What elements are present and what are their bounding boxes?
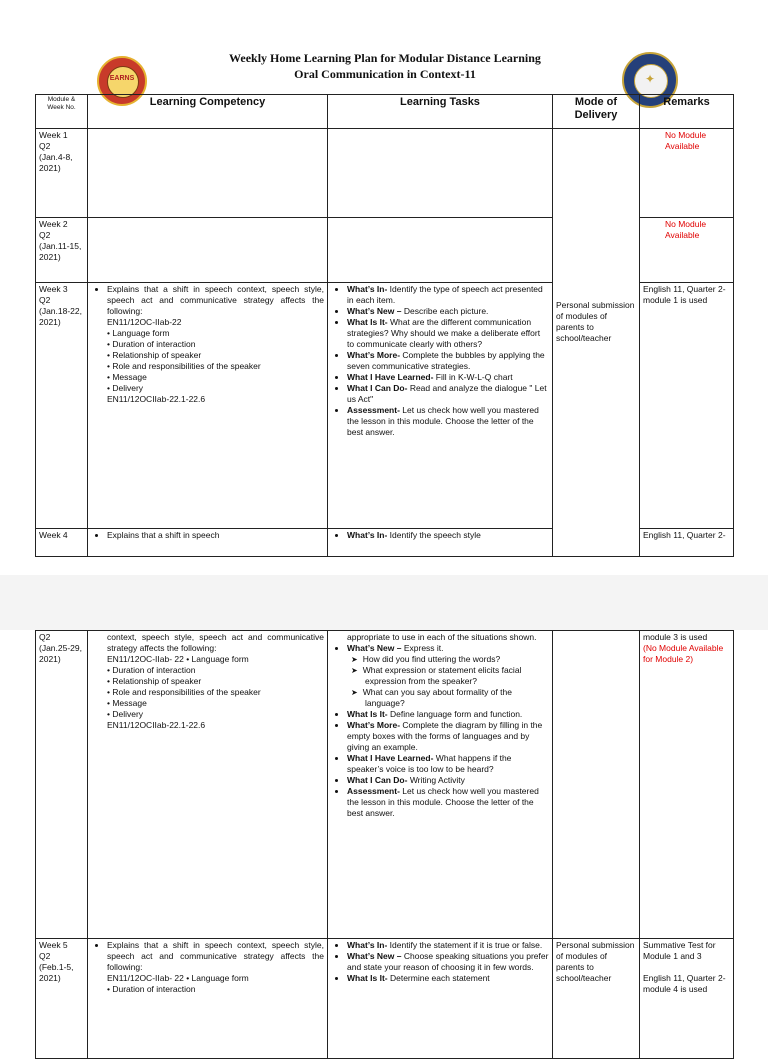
remarks-warning: (No Module Available for Module 2) xyxy=(643,643,724,664)
date-range: (Jan.4-8, 2021) xyxy=(39,152,73,173)
week1-competency xyxy=(88,129,328,218)
school-logo-text: EARNS xyxy=(109,75,135,82)
week4-cont-delivery xyxy=(553,631,640,939)
task-item: • What’s New – Express it. ➤ How did you find uttering the words? ➤ What expression or statement elicits facial expression from the speaker? ➤ What can you say about formality of the language? xyxy=(347,643,549,709)
week3-tasks xyxy=(328,283,553,529)
week2-tasks xyxy=(328,218,553,283)
document-title: Weekly Home Learning Plan for Modular Distance Learning xyxy=(229,51,541,65)
competency-intro: • Explains that a shift in speech xyxy=(107,530,324,541)
competency-item: • Duration of interaction xyxy=(107,984,196,994)
week-label: Week 5 xyxy=(39,940,68,950)
week5-remarks xyxy=(640,939,734,1059)
date-range: (Feb.1-5, 2021) xyxy=(39,962,74,983)
week-label: Week 1 xyxy=(39,130,68,140)
quarter-label: Q2 xyxy=(39,951,51,961)
col-header-delivery: Mode of Delivery xyxy=(553,95,640,129)
quarter-label: Q2 xyxy=(39,230,51,240)
quarter-label: Q2 xyxy=(39,632,51,642)
date-range: (Jan.25-29, 2021) xyxy=(39,643,82,664)
task-item: • What I Have Learned- What happens if the speaker’s voice is too low to be heard? xyxy=(347,753,549,775)
competency-item: • Role and responsibilities of the speaker xyxy=(107,687,261,697)
remarks-text: module 3 is used xyxy=(643,632,708,642)
week-label: Week 2 xyxy=(39,219,68,229)
week1-cell xyxy=(36,129,88,218)
competency-item: • Delivery xyxy=(107,383,144,393)
task-item: • What Is It- Define language form and function. xyxy=(347,709,549,720)
task-item: • What’s New – Describe each picture. xyxy=(347,306,549,317)
document-subtitle: Oral Communication in Context-11 xyxy=(294,67,476,81)
sub-question: ➤ How did you find uttering the words? xyxy=(365,654,549,665)
task-item: • What I Can Do- Writing Activity xyxy=(347,775,549,786)
week4-competency xyxy=(88,529,328,557)
task-item: • What I Can Do- Read and analyze the dialogue " Let us Act" xyxy=(347,383,549,405)
table-row-week1 xyxy=(36,129,734,218)
page-break xyxy=(0,575,768,630)
task-continuation: appropriate to use in each of the situations shown. xyxy=(347,632,537,642)
table-row-week4-cont xyxy=(36,631,734,939)
competency-code: EN11/12OC-IIab- 22 • Language form xyxy=(107,654,249,664)
col-header-module-week: Module & Week No. xyxy=(36,95,88,129)
competency-item: • Message xyxy=(107,698,147,708)
competency-item: • Role and responsibilities of the speaker xyxy=(107,361,261,371)
task-item: • Assessment- Let us check how well you mastered the lesson in this module. Choose the letter of the best answer. xyxy=(347,405,549,438)
task-item: • What’s In- Identify the type of speech act presented in each item. xyxy=(347,284,549,306)
quarter-label: Q2 xyxy=(39,141,51,151)
competency-code: EN11/12OC-IIab-22 xyxy=(107,317,182,327)
task-item: • What’s More- Complete the diagram by filling in the empty boxes with the forms of languages and by giving an example. xyxy=(347,720,549,753)
page-two xyxy=(0,630,768,1024)
week-label: Week 3 xyxy=(39,284,68,294)
week3-cell xyxy=(36,283,88,529)
task-item: • What’s More- Complete the bubbles by applying the seven communicative strategies. xyxy=(347,350,549,372)
competency-item: • Relationship of speaker xyxy=(107,350,202,360)
date-range: (Jan.18-22, 2021) xyxy=(39,306,82,327)
week5-competency xyxy=(88,939,328,1059)
remarks-text: English 11, Quarter 2-module 4 is used xyxy=(643,973,726,994)
week3-remarks: English 11, Quarter 2-module 1 is used xyxy=(640,283,734,529)
competency-item: • Message xyxy=(107,372,147,382)
col-header-competency: Learning Competency xyxy=(88,95,328,129)
quarter-label: Q2 xyxy=(39,295,51,305)
week2-remarks xyxy=(640,218,734,283)
sub-question: ➤ What expression or statement elicits facial expression from the speaker? xyxy=(365,665,549,687)
remarks-text: No Module Available xyxy=(665,130,707,151)
competency-item: • Language form xyxy=(107,328,170,338)
week5-tasks xyxy=(328,939,553,1059)
table-row-week5 xyxy=(36,939,734,1059)
competency-item: • Duration of interaction xyxy=(107,665,196,675)
competency-item: • Duration of interaction xyxy=(107,339,196,349)
week2-competency xyxy=(88,218,328,283)
week4-tasks xyxy=(328,529,553,557)
competency-intro: • Explains that a shift in speech context, speech style, speech act and communicative strategy affects the following: xyxy=(107,284,324,317)
week2-cell xyxy=(36,218,88,283)
date-range: (Jan.11-15, 2021) xyxy=(39,241,82,262)
remarks-text: Summative Test for Module 1 and 3 xyxy=(643,940,716,961)
week4-cont-remarks xyxy=(640,631,734,939)
remarks-text: No Module Available xyxy=(665,219,707,240)
task-item: • What’s New – Choose speaking situations you prefer and state your reason of choosing it in few words. xyxy=(347,951,549,973)
task-item: • What Is It- What are the different communication strategies? Why should we make a deliberate effort to communicate clearly with others? xyxy=(347,317,549,350)
competency-code: EN11/12OCIIab-22.1-22.6 xyxy=(107,720,206,730)
col-header-remarks: Remarks xyxy=(640,95,734,129)
col-header-tasks: Learning Tasks xyxy=(328,95,553,129)
competency-item: • Relationship of speaker xyxy=(107,676,202,686)
week5-delivery: Personal submission of modules of parents to school/teacher xyxy=(553,939,640,1059)
competency-intro: context, speech style, speech act and communicative strategy affects the following: xyxy=(107,632,324,653)
week3-competency xyxy=(88,283,328,529)
learning-plan-table-page2 xyxy=(35,630,734,1059)
competency-code: EN11/12OCIIab-22.1-22.6 xyxy=(107,394,206,404)
task-item: • What’s In- Identify the speech style xyxy=(347,530,549,541)
task-item: • What I Have Learned- Fill in K-W-L-Q chart xyxy=(347,372,549,383)
week5-cell xyxy=(36,939,88,1059)
week4-cont-tasks xyxy=(328,631,553,939)
week4-cont-cell xyxy=(36,631,88,939)
week4-remarks: English 11, Quarter 2- xyxy=(640,529,734,557)
deped-seal-star-icon: ✦ xyxy=(644,72,656,86)
task-item: • Assessment- Let us check how well you mastered the lesson in this module. Choose the letter of the best answer. xyxy=(347,786,549,819)
learning-plan-table-page1 xyxy=(35,94,734,557)
delivery-text: Personal submission of modules of parents to school/teacher xyxy=(556,300,635,343)
week1-remarks xyxy=(640,129,734,218)
week4-cont-competency xyxy=(88,631,328,939)
competency-intro: • Explains that a shift in speech context, speech style, speech act and communicative strategy affects the following: xyxy=(107,940,324,973)
week4-cell: Week 4 xyxy=(36,529,88,557)
competency-item: • Delivery xyxy=(107,709,144,719)
task-item: • What’s In- Identify the statement if it is true or false. xyxy=(347,940,549,951)
week1-4-delivery xyxy=(553,129,640,557)
competency-code: EN11/12OC-IIab- 22 • Language form xyxy=(107,973,249,983)
week1-tasks xyxy=(328,129,553,218)
task-item: • What Is It- Determine each statement xyxy=(347,973,549,984)
sub-question: ➤ What can you say about formality of the language? xyxy=(365,687,549,709)
